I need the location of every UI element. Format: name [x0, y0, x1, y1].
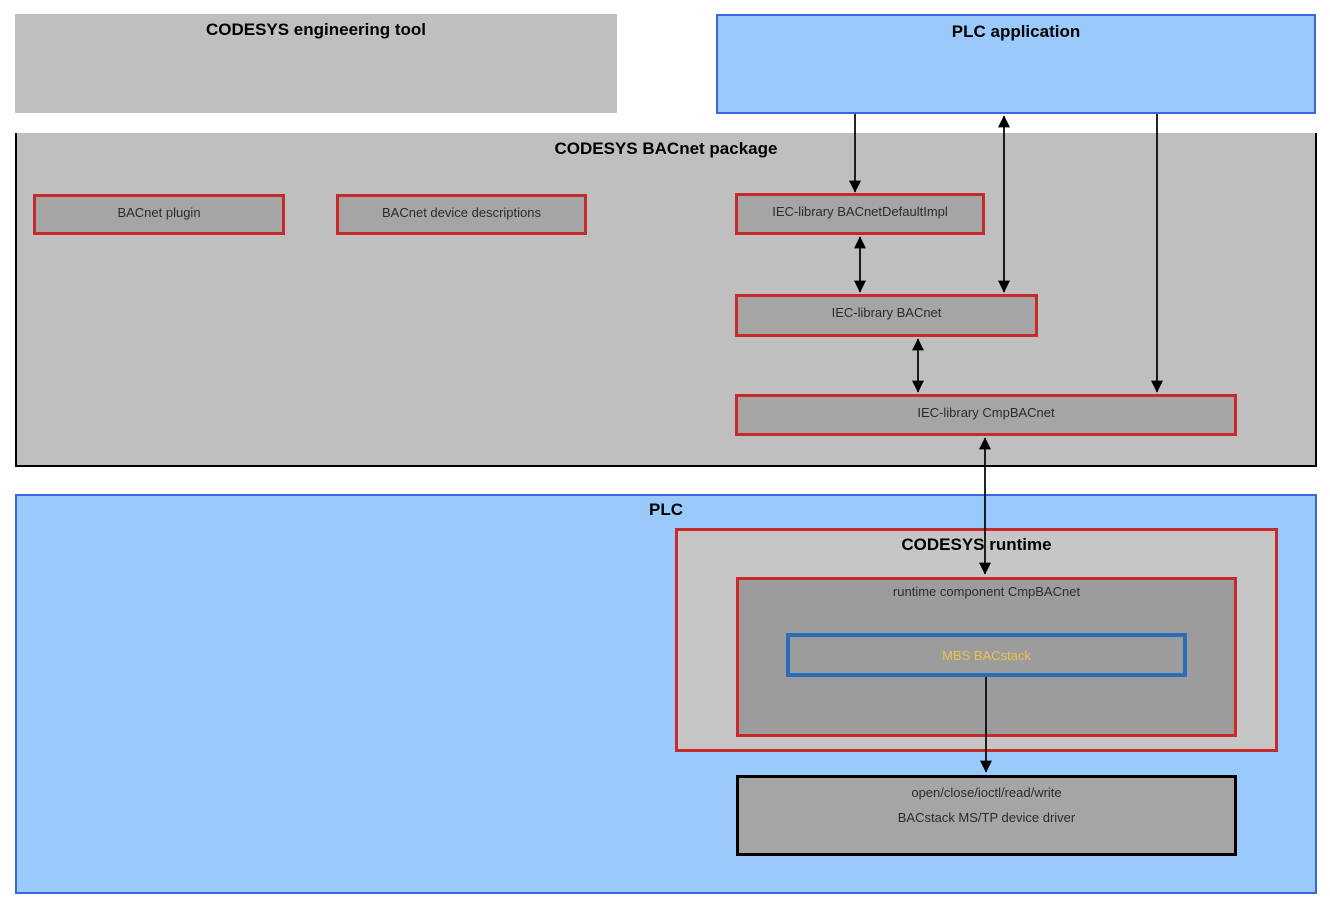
plc-application-title: PLC application [951, 22, 1081, 41]
codesys-runtime-box [675, 528, 1278, 752]
iec-library-bacnetdefaultimpl-label: IEC-library BACnetDefaultImpl [772, 204, 948, 219]
mbs-bacstack-label: MBS BACstack [942, 647, 1031, 663]
bacstack-device-driver-box [736, 775, 1237, 856]
iec-library-bacnet-label: IEC-library BACnet [831, 305, 942, 320]
bacnet-device-descriptions-label: BACnet device descriptions [382, 205, 541, 220]
engineering-tool-title: CODESYS engineering tool [205, 20, 427, 39]
codesys-runtime-title: CODESYS runtime [901, 535, 1052, 554]
bacnet-plugin-label: BACnet plugin [117, 205, 201, 220]
iec-library-cmpbacnet-box [735, 394, 1237, 436]
iec-library-bacnet-box [735, 294, 1038, 337]
runtime-component-cmpbacnet-label: runtime component CmpBACnet [892, 584, 1081, 599]
engineering-tool-box [15, 14, 617, 113]
device-driver-name-label: BACstack MS/TP device driver [897, 810, 1076, 825]
bacnet-plugin-box [33, 194, 285, 235]
iec-library-bacnetdefaultimpl-box [735, 193, 985, 235]
runtime-component-cmpbacnet-box [736, 577, 1237, 737]
mbs-bacstack-box [786, 633, 1187, 677]
bacnet-device-descriptions-box [336, 194, 587, 235]
iec-library-cmpbacnet-label: IEC-library CmpBACnet [917, 405, 1055, 420]
plc-title: PLC [649, 500, 683, 519]
bacnet-package-title: CODESYS BACnet package [554, 139, 778, 158]
device-driver-api-label: open/close/ioctl/read/write [911, 785, 1062, 800]
plc-box [15, 494, 1317, 894]
plc-application-box [716, 14, 1316, 114]
bacnet-package-box [15, 133, 1317, 467]
